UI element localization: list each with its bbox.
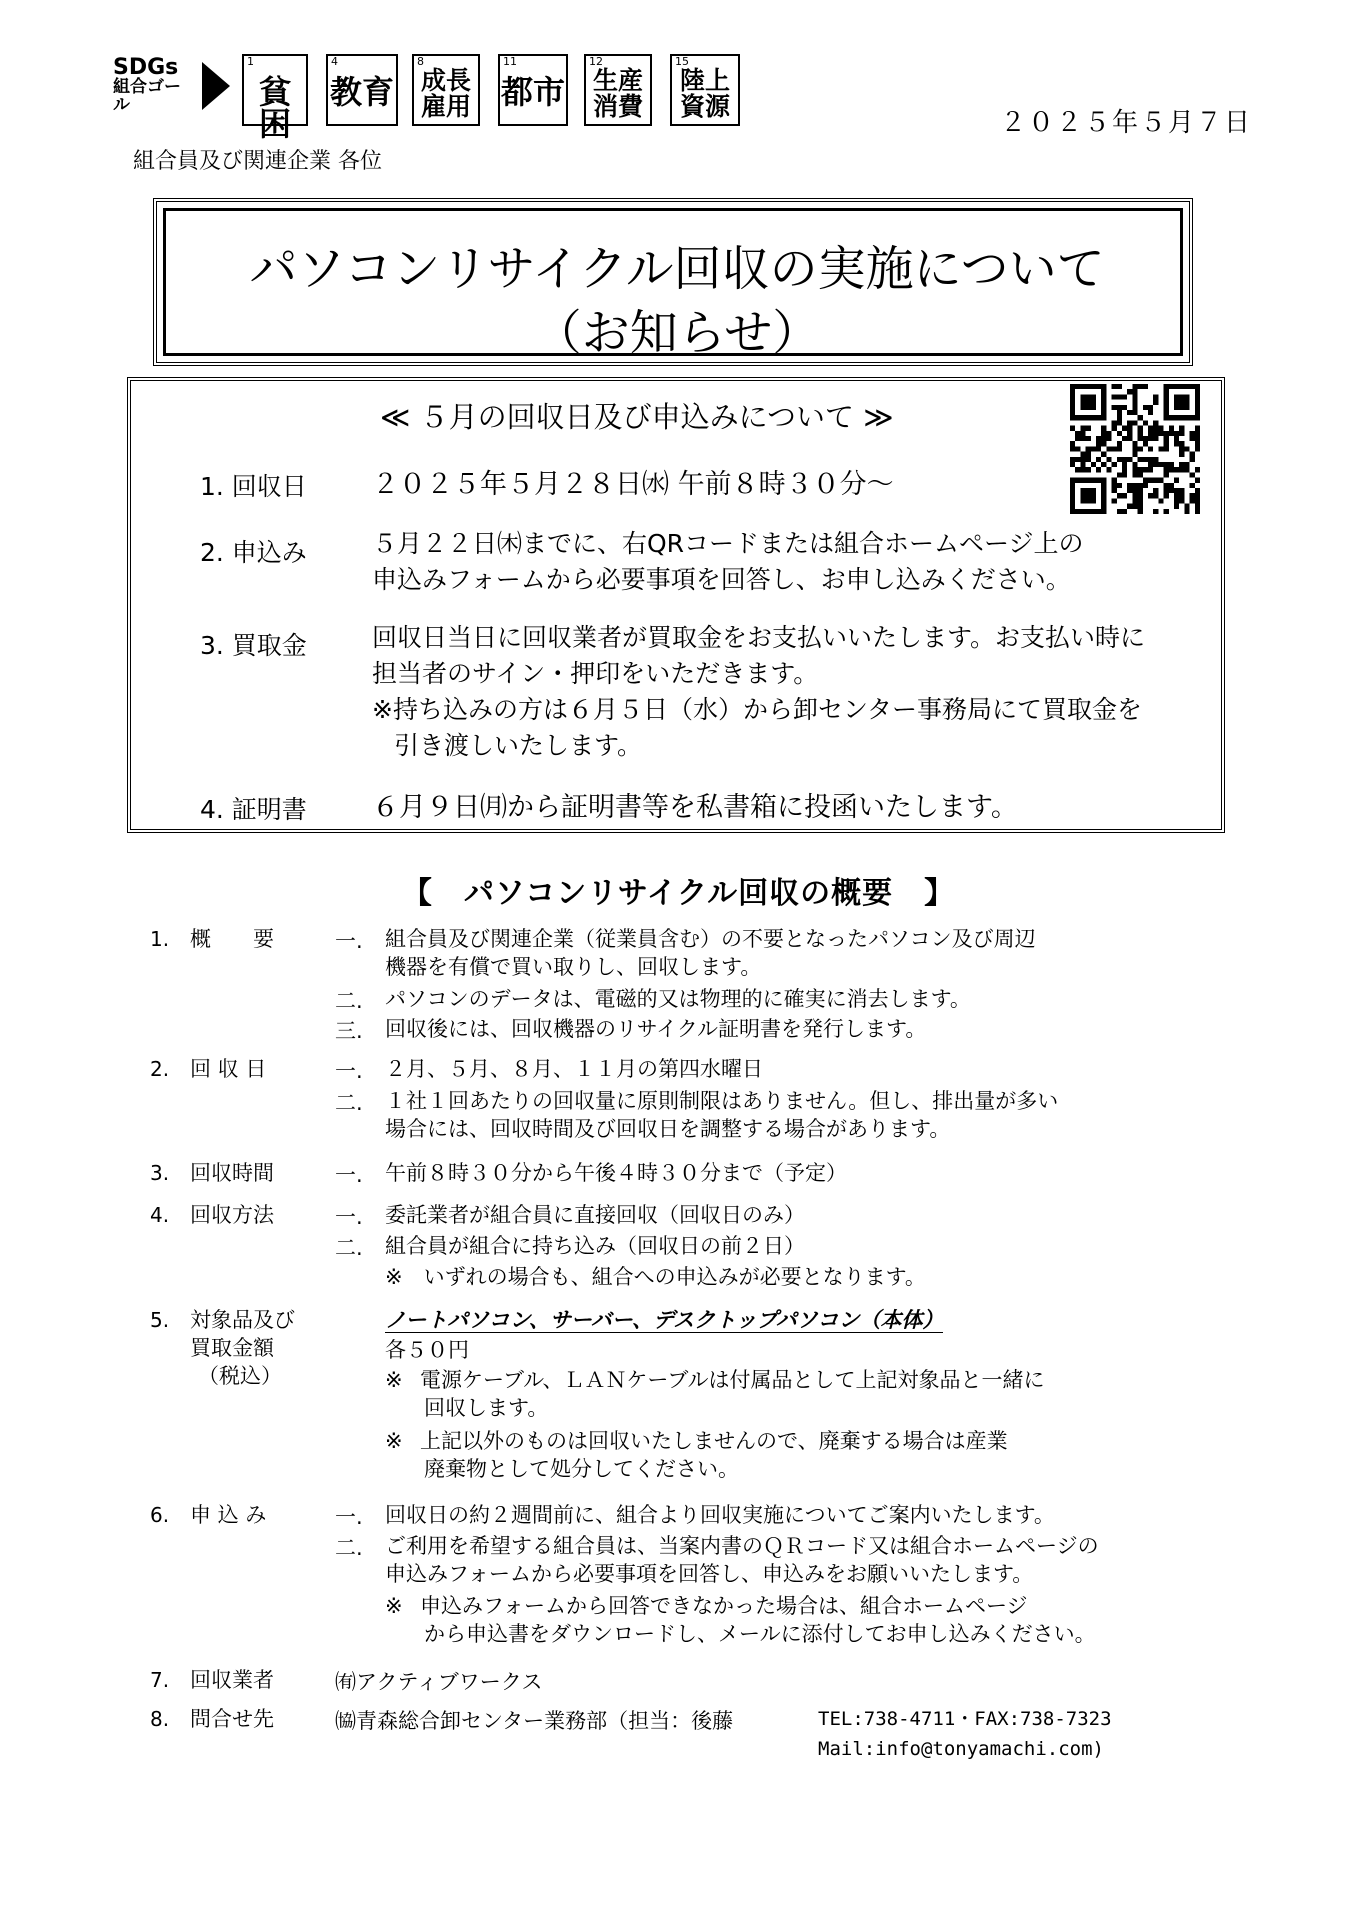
section-number: 3. [150, 1161, 170, 1185]
section-number: 7. [150, 1668, 170, 1692]
section-text: 午前８時３０分から午後４時３０分まで（予定） [385, 1161, 847, 1185]
sdgs-arrow-icon [202, 62, 230, 110]
section-number: 2. [150, 1057, 170, 1081]
vendor-name: ㈲アクティブワークス [335, 1670, 543, 1694]
section-text: １社１回あたりの回収量に原則制限はありません。但し、排出量が多い 場合には、回収時間及び回収日を調整する場合があります。 [385, 1089, 1059, 1141]
info-certificate: ６月９日㈪から証明書等を私書箱に投函いたします。 [372, 792, 1018, 823]
section-label: 回収業者 [190, 1668, 274, 1692]
section-number: 4. [150, 1203, 170, 1227]
section-text: 組合員及び関連企業（従業員含む）の不要となったパソコン及び周辺 機器を有償で買い取りし、回収します。 [385, 927, 1036, 979]
section-number: 1. [150, 927, 170, 951]
section-number: 6. [150, 1503, 170, 1527]
sdgs-goal-11: 11 都市 [498, 54, 568, 126]
section-note: 電源ケーブル、ＬＡＮケーブルは付属品として上記対象品と一緒に 回収します。 [420, 1368, 1045, 1420]
qr-code-icon[interactable] [1070, 384, 1200, 514]
section-number: 5. [150, 1308, 170, 1332]
contact-dept: ㈿青森総合卸センター業務部（担当：後藤 [335, 1709, 734, 1733]
section-text: パソコンのデータは、電磁的又は物理的に確実に消去します。 [385, 987, 971, 1011]
section-label: 回収方法 [190, 1203, 274, 1227]
info-label-application: 2. 申込み [200, 538, 307, 567]
document-date: ２０２５年５月７日 [1000, 108, 1253, 138]
section-label: 回収時間 [190, 1161, 274, 1185]
section-label: 回 収 日 [190, 1057, 267, 1081]
section-text: 委託業者が組合員に直接回収（回収日のみ） [385, 1203, 805, 1227]
section-text: 組合員が組合に持ち込み（回収日の前２日） [385, 1234, 805, 1258]
section-label: 申 込 み [190, 1503, 267, 1527]
sdgs-goal-1: 1 貧困 [242, 54, 308, 126]
section-text: 回収後には、回収機器のリサイクル証明書を発行します。 [385, 1017, 927, 1041]
addressee: 組合員及び関連企業 各位 [133, 149, 382, 174]
title-box [153, 198, 1193, 366]
section-number: 8. [150, 1707, 170, 1731]
section-note: ※ いずれの場合も、組合への申込みが必要となります。 [385, 1265, 926, 1289]
page-title: パソコンリサイクル回収の実施について [249, 241, 1105, 297]
target-items: ノートパソコン、サーバー、デスクトップパソコン（本体） [385, 1308, 944, 1332]
page-subtitle: （お知らせ） [533, 305, 821, 361]
info-application: ５月２２日㈭までに、右QRコードまたは組合ホームページ上の 申込みフォームから必要事項を回答し、お申し込みください。 [372, 529, 1084, 594]
section-note: 申込みフォームから回答できなかった場合は、組合ホームページ から申込書をダウンロードし、メールに添付してお申し込みください。 [420, 1594, 1096, 1646]
price: 各５０円 [385, 1338, 469, 1362]
info-purchase: 回収日当日に回収業者が買取金をお支払いいたします。お支払い時に 担当者のサイン・押印をいただきます。 ※持ち込みの方は６月５日（水）から卸センター事務局にて買取金を 引き渡しいたします。 [372, 623, 1146, 760]
section-label: 概 要 [190, 927, 274, 951]
info-label-purchase: 3. 買取金 [200, 631, 307, 660]
section-text: ご利用を希望する組合員は、当案内書のＱＲコード又は組合ホームページの 申込みフォームから必要事項を回答し、申込みをお願いいたします。 [385, 1534, 1099, 1586]
info-box [127, 377, 1225, 833]
section-text: 回収日の約２週間前に、組合より回収実施についてご案内いたします。 [385, 1503, 1055, 1527]
section-note: 上記以外のものは回収いたしませんので、廃棄する場合は産業 廃棄物として処分してください。 [420, 1429, 1008, 1481]
info-heading: ≪ ５月の回収日及び申込みについて ≫ [380, 400, 894, 434]
sdgs-goal-12: 12 生産 消費 [584, 54, 652, 126]
contact-mail-link[interactable]: Mail:info@tonyamachi.com) [818, 1738, 1104, 1760]
sdgs-label: SDGs 組合ゴール [113, 55, 181, 115]
sdgs-goal-8: 8 成長 雇用 [412, 54, 480, 126]
info-label-certificate: 4. 証明書 [200, 795, 307, 824]
info-label-collection-date: 1. 回収日 [200, 472, 307, 501]
section-label: 問合せ先 [190, 1707, 274, 1731]
section-text: ２月、５月、８月、１１月の第四水曜日 [385, 1057, 763, 1081]
section-label: 対象品及び 買取金額 （税込） [190, 1308, 295, 1388]
contact-tel-fax: TEL:738-4711・FAX:738-7323 [818, 1708, 1112, 1730]
sdgs-goal-4: 4 教育 [326, 54, 398, 126]
sdgs-goal-15: 15 陸上 資源 [670, 54, 740, 126]
overview-title: 【 パソコンリサイクル回収の概要 】 [401, 876, 956, 911]
info-collection-date: ２０２５年５月２８日㈬ 午前８時３０分～ [372, 469, 894, 500]
